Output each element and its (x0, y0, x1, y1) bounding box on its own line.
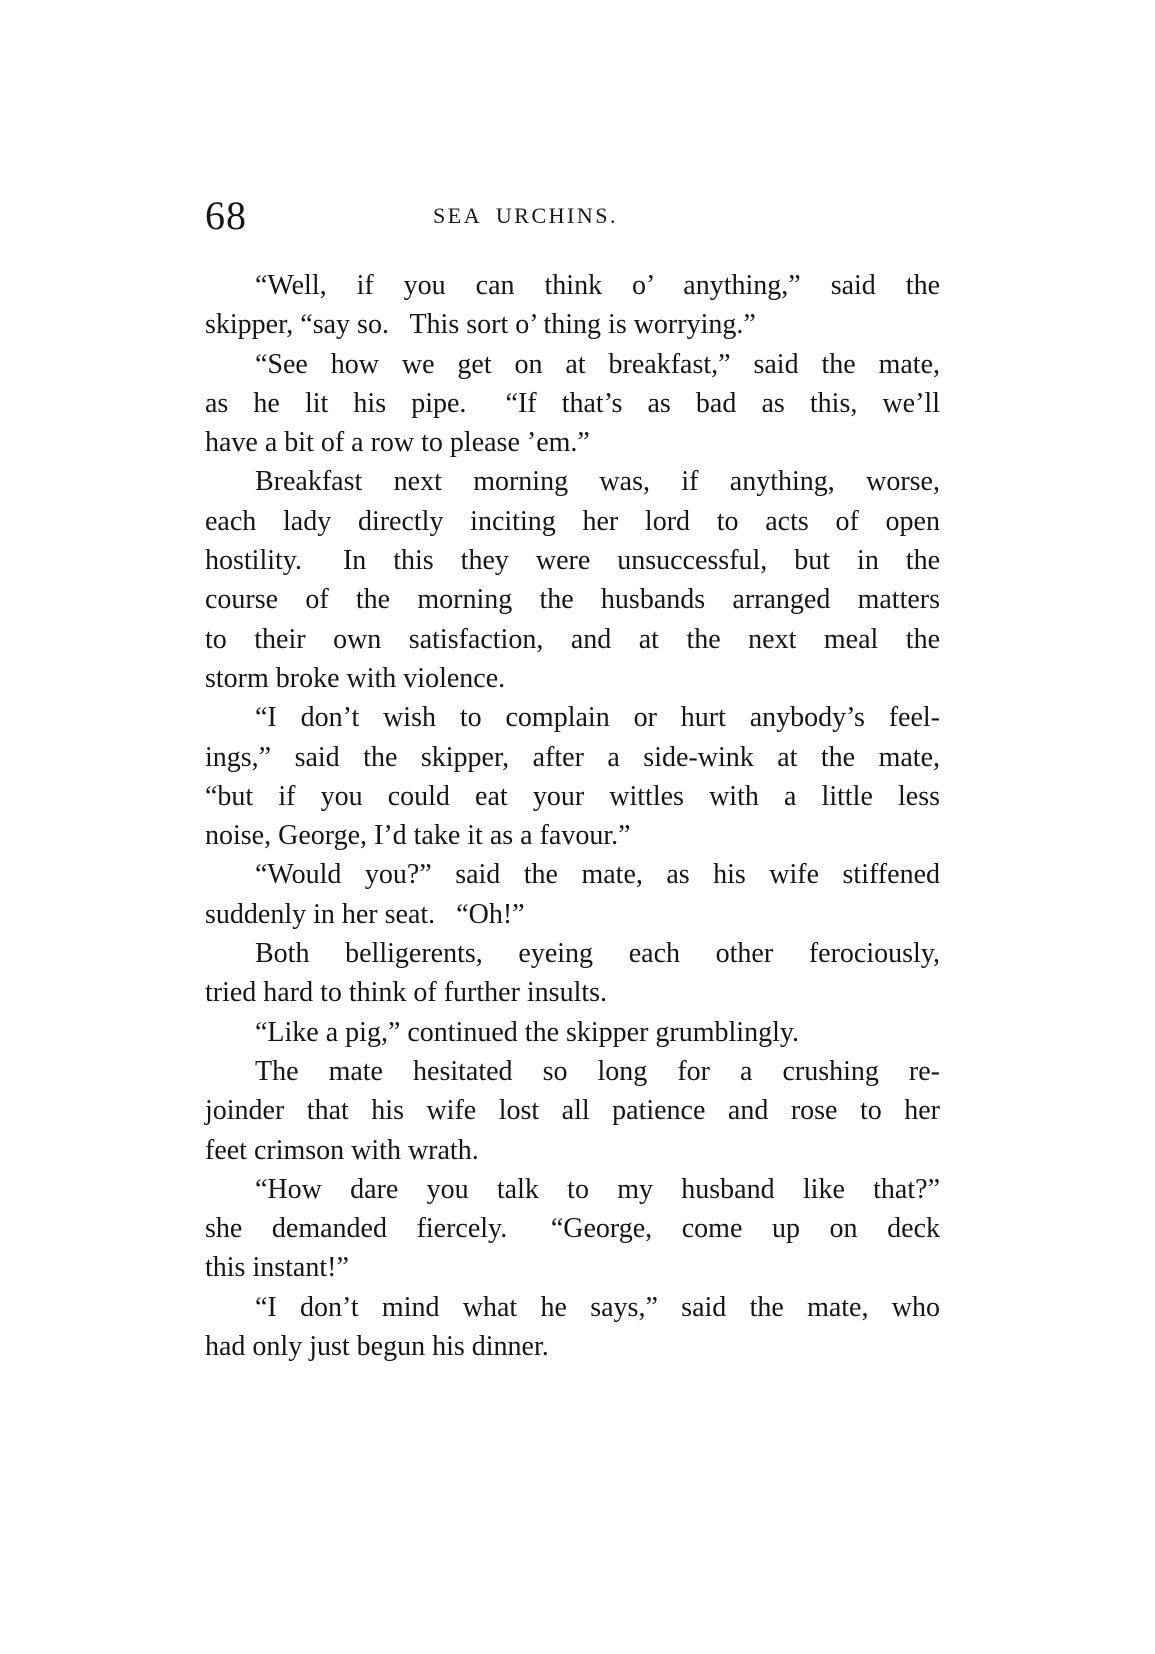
page-number: 68 (205, 193, 247, 238)
paragraph (205, 934, 940, 1013)
text-line: “but if you could eat your wittles with a little less (205, 780, 940, 812)
text-line: “Like a pig,” continued the skipper grumblingly. (255, 1016, 800, 1048)
text-line: “I don’t wish to complain or hurt anybody’s feel- (255, 702, 940, 734)
text-line: suddenly in her seat. “Oh!” (205, 898, 525, 930)
text-line: have a bit of a row to please ’em.” (205, 427, 590, 459)
paragraph (205, 1013, 940, 1052)
text-line: each lady directly inciting her lord to acts of open (205, 505, 940, 537)
text-line: to their own satisfaction, and at the next meal the (205, 623, 940, 655)
text-line: she demanded fiercely. “George, come up on deck (205, 1213, 940, 1245)
text-line: storm broke with violence. (205, 662, 506, 694)
text-line: “How dare you talk to my husband like that?” (255, 1173, 940, 1205)
text-line: Breakfast next morning was, if anything, worse, (255, 466, 940, 498)
text-line: joinder that his wife lost all patience and rose to her (205, 1095, 940, 1127)
text-line: noise, George, I’d take it as a favour.” (205, 820, 631, 852)
text-line: “Well, if you can think o’ anything,” said the (255, 270, 940, 301)
text-line: had only just begun his dinner. (205, 1331, 549, 1363)
text-line: course of the morning the husbands arranged matters (205, 584, 940, 616)
paragraph (205, 462, 940, 698)
paragraph (205, 855, 940, 934)
paragraph (205, 1170, 940, 1288)
text-line: The mate hesitated so long for a crushing re- (255, 1055, 940, 1087)
text-line: “Would you?” said the mate, as his wife stiffened (255, 859, 940, 891)
text-line: as he lit his pipe. “If that’s as bad as this, we’ll (205, 387, 940, 419)
text-line: tried hard to think of further insults. (205, 977, 608, 1009)
paragraph (205, 1052, 940, 1170)
paragraph (205, 266, 940, 345)
paragraph (205, 1288, 940, 1367)
running-title: SEA URCHINS. (433, 203, 618, 228)
paragraph (205, 698, 940, 855)
paragraph (205, 345, 940, 463)
body-text (205, 266, 940, 1366)
text-line: Both belligerents, eyeing each other ferociously, (255, 938, 940, 970)
text-line: this instant!” (205, 1252, 349, 1284)
text-line: skipper, “say so. This sort o’ thing is worrying.” (205, 309, 756, 341)
text-line: ings,” said the skipper, after a side-wink at the mate, (205, 741, 940, 773)
text-line: feet crimson with wrath. (205, 1134, 479, 1166)
text-line: hostility. In this they were unsuccessful, but in the (205, 545, 940, 577)
text-line: “I don’t mind what he says,” said the mate, who (255, 1291, 940, 1323)
text-line: “See how we get on at breakfast,” said the mate, (255, 348, 940, 380)
